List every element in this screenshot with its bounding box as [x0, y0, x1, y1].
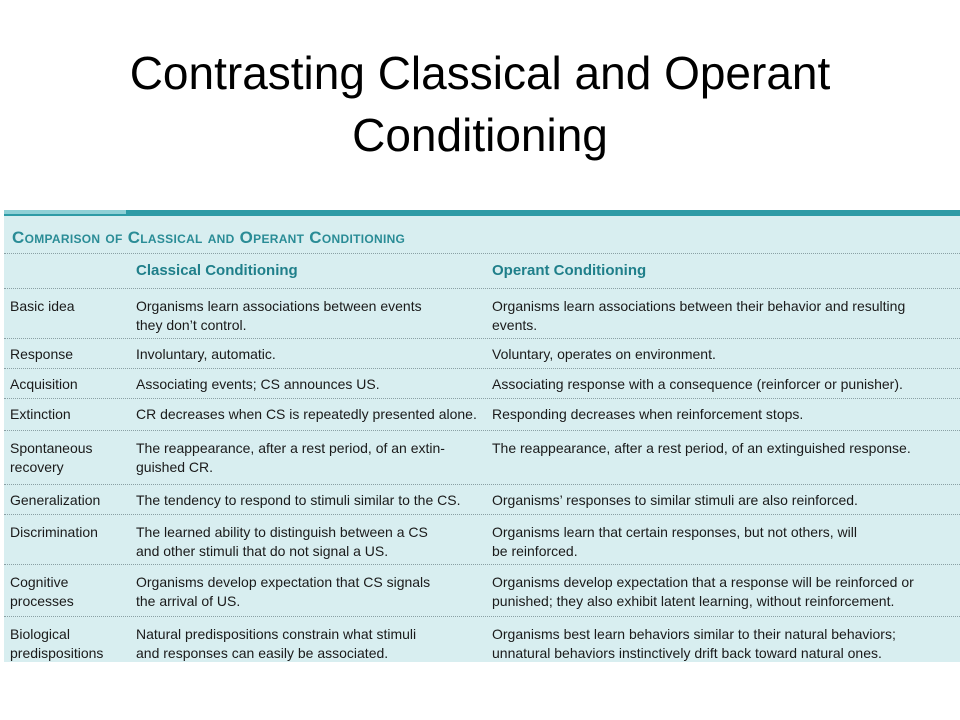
- row-operant: Voluntary, operates on environment.: [492, 346, 716, 362]
- row-term: Acquisition: [10, 376, 78, 392]
- row-classical: CR decreases when CS is repeatedly presented alone.: [136, 406, 477, 422]
- row-classical: Organisms develop expectation that CS signals the arrival of US.: [136, 574, 431, 609]
- row-classical: The learned ability to distinguish between a CS and other stimuli that do not signal a US.: [136, 524, 428, 559]
- slide-title: Contrasting Classical and Operant Conditioning: [129, 47, 831, 161]
- row-classical: The reappearance, after a rest period, of an extin- guished CR.: [136, 440, 445, 475]
- column-header-operant: Operant Conditioning: [492, 262, 647, 279]
- table-top-rule: [4, 210, 960, 216]
- table-row-cognitive-processes: [4, 564, 960, 616]
- table-row-basic-idea: [4, 288, 960, 338]
- row-term: Generalization: [10, 492, 101, 508]
- caption-divider: [4, 253, 960, 254]
- table-row-discrimination: [4, 514, 960, 564]
- row-classical: The tendency to respond to stimuli similar to the CS.: [136, 492, 461, 508]
- column-header-classical: Classical Conditioning: [136, 262, 298, 279]
- table-row-response: [4, 338, 960, 368]
- table-row-biological-predispositions: [4, 616, 960, 662]
- row-operant: Organisms learn that certain responses, but not others, will be reinforced.: [492, 524, 857, 559]
- row-operant: Organisms best learn behaviors similar to their natural behaviors; unnatural behaviors instinctively drift back toward natural ones.: [492, 626, 896, 661]
- row-classical: Organisms learn associations between events they don’t control.: [136, 298, 422, 333]
- table-row-spontaneous-recovery: [4, 430, 960, 484]
- table-row-extinction: [4, 398, 960, 430]
- row-operant: The reappearance, after a rest period, of an extinguished response.: [492, 440, 911, 456]
- row-operant: Organisms’ responses to similar stimuli are also reinforced.: [492, 492, 858, 508]
- row-classical: Associating events; CS announces US.: [136, 376, 380, 392]
- row-term: Cognitive processes: [10, 574, 74, 609]
- row-term: Response: [10, 346, 74, 362]
- row-term: Discrimination: [10, 524, 98, 540]
- table-row-acquisition: [4, 368, 960, 398]
- row-operant: Organisms develop expectation that a response will be reinforced or punished; they also exhibit latent learning, without reinforcement.: [492, 574, 914, 609]
- row-operant: Responding decreases when reinforcement stops.: [492, 406, 804, 422]
- table-caption: Comparison of Classical and Operant Conditioning: [12, 228, 406, 247]
- row-term: Basic idea: [10, 298, 75, 314]
- table-top-rule-accent: [4, 210, 126, 214]
- row-classical: Involuntary, automatic.: [136, 346, 276, 362]
- row-term: Biological predispositions: [10, 626, 104, 661]
- table-row-generalization: [4, 484, 960, 514]
- row-term: Spontaneous recovery: [10, 440, 93, 475]
- comparison-table: [4, 210, 960, 662]
- row-term: Extinction: [10, 406, 71, 422]
- row-classical: Natural predispositions constrain what stimuli and responses can easily be associated.: [136, 626, 417, 661]
- row-operant: Associating response with a consequence (reinforcer or punisher).: [492, 376, 903, 392]
- row-operant: Organisms learn associations between their behavior and resulting events.: [492, 298, 906, 333]
